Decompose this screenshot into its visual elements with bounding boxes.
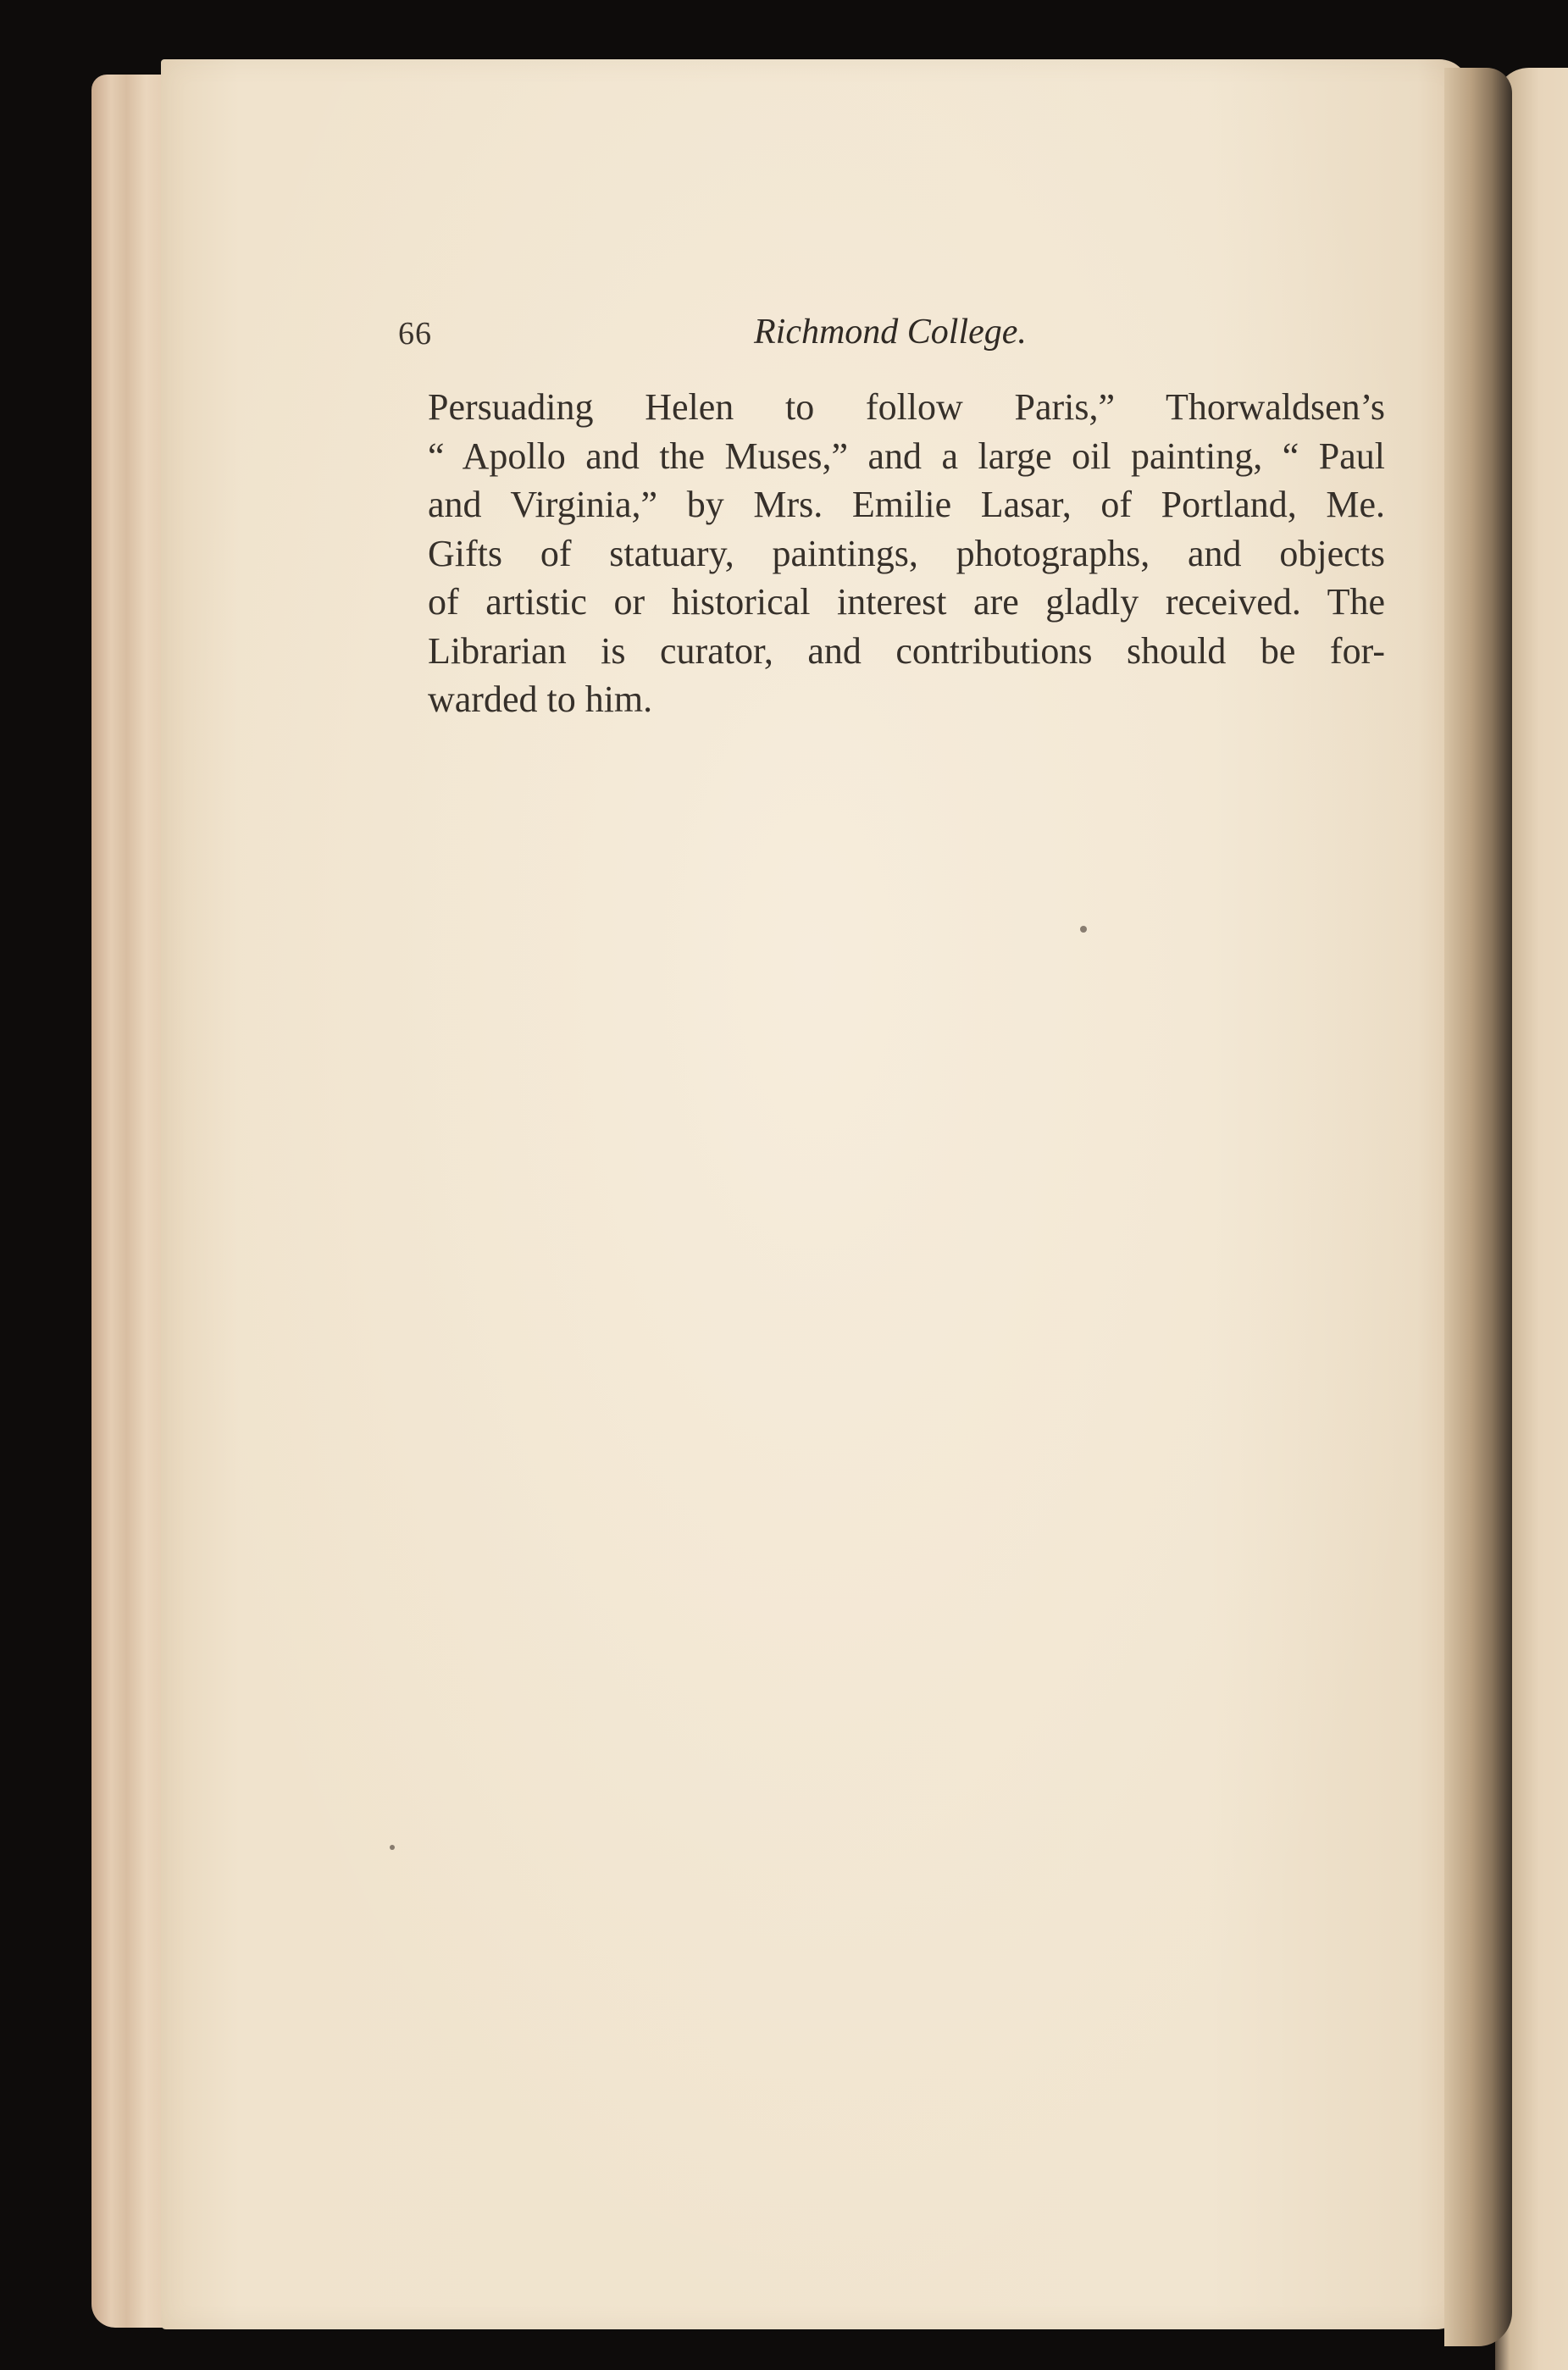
text-line: Gifts of statuary, paintings, photographs, and objects <box>428 532 1385 574</box>
page-gutter <box>1444 68 1512 2346</box>
text-line: “ Apollo and the Muses,” and a large oil painting, “ Paul <box>428 435 1385 477</box>
page-title: Richmond College. <box>754 313 1027 352</box>
body-paragraph <box>428 383 1385 724</box>
paper-speck <box>390 1845 395 1850</box>
page-number: 66 <box>398 316 432 352</box>
running-head <box>398 315 1389 366</box>
text-line: and Virginia,” by Mrs. Emilie Lasar, of Portland, Me. <box>428 484 1385 525</box>
text-line: of artistic or historical interest are gladly received. The <box>428 581 1385 623</box>
page-edge-stack <box>91 75 169 2328</box>
text-line: Librarian is curator, and contributions should be for- <box>428 629 1385 672</box>
paper-speck <box>1080 926 1087 933</box>
text-line: Persuading Helen to follow Paris,” Thorwaldsen’s <box>428 386 1385 428</box>
text-line: warded to him. <box>428 678 653 720</box>
